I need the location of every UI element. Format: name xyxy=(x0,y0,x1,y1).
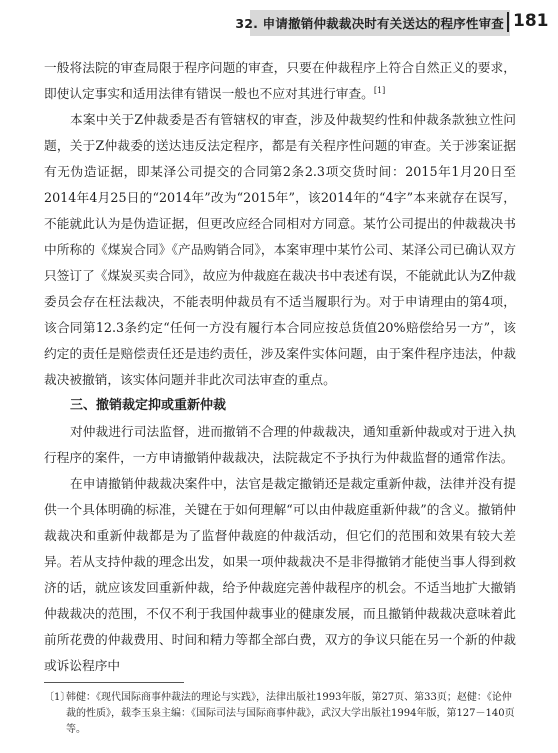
footnote-marker: 〔1〕 xyxy=(44,692,71,703)
footnote-text: 韩健：《现代国际商事仲裁法的理论与实践》，法律出版社1993年版，第27页、第33页；赵健：《论仲裁的性质》，载李玉泉主编：《国际司法与国际商事仲裁》，武汉大学出版社1994年版，第127－140页等。 xyxy=(66,692,515,735)
paragraph-2: 本案中关于Z仲裁委是否有管辖权的审查，涉及仲裁契约性和仲裁条款独立性问题，关于Z仲裁委的送达违反法定程序，都是有关程序性问题的审查。关于涉案证据有无伪造证据，即某泽公司提交的合同第2条2.3项交货时间：2015年1月20日至2014年4月25日的“2014年”改为“2015年”，该2014年的“4字”本来就存在误写，不能就此认为是伪造证据，但更改应经合同相对方同意。某竹公司提出的仲裁裁决书中所称的《煤炭合同》《产品购销合同》，本案审理中某竹公司、某泽公司已确认双方只签订了《煤炭买卖合同》，故应为仲裁庭在裁决书中表述有误，不能就此认为Z仲裁委员会存在枉法裁决，不能表明仲裁员有不适当履职行为。对于申请理由的第4项，该合同第12.3条约定“任何一方没有履行本合同应按总货值20%赔偿给另一方”，该约定的责任是赔偿责任还是违约责任，涉及案件实体问题，由于案件程序违法，仲裁裁决被撤销，该实体问题并非此次司法审查的重点。 xyxy=(44,112,516,387)
section-heading: 三、撤销裁定抑或重新仲裁 xyxy=(70,398,227,413)
running-header xyxy=(235,10,510,36)
paragraph-1 xyxy=(44,55,516,107)
footnote-divider xyxy=(44,682,184,683)
running-header-title: 32. 申请撤销仲裁裁决时有关送达的程序性审查 xyxy=(235,16,504,31)
main-text xyxy=(44,55,516,679)
paragraph-4: 在申请撤销仲裁裁决案件中，法官是裁定撤销还是裁定重新仲裁，法律并没有提供一个具体明确的标准，关键在于如何理解“可以由仲裁庭重新仲裁”的含义。撤销仲裁裁决和重新仲裁都是为了监督仲裁庭的仲裁活动，但它们的范围和效果有较大差异。若从支持仲裁的理念出发，如果一项仲裁裁决不是非得撤销才能使当事人得到救济的话，就应该发回重新仲裁，给予仲裁庭完善仲裁程序的机会。不适当地扩大撤销仲裁裁决的范围，不仅不利于我国仲裁事业的健康发展，而且撤销仲裁裁决意味着此前所花费的仲裁费用、时间和精力等都全部白费，双方的争议只能在另一个新的仲裁或诉讼程序中 xyxy=(44,476,516,673)
paragraph-3: 对仲裁进行司法监督，进而撤销不合理的仲裁裁决，通知重新仲裁或对于进入执行程序的案件，一方申请撤销仲裁裁决，法院裁定不予执行为仲裁监督的通常作法。 xyxy=(44,424,516,465)
footnote-reference[interactable]: [1] xyxy=(373,85,386,95)
paragraph-1-text: 一般将法院的审查局限于程序问题的审查，只要在仲裁程序上符合自然正义的要求，即使认定事实和适用法律有错误一般也不应对其进行审查。 xyxy=(44,60,516,101)
page-number: 181 xyxy=(513,11,549,31)
footnote xyxy=(44,690,516,738)
